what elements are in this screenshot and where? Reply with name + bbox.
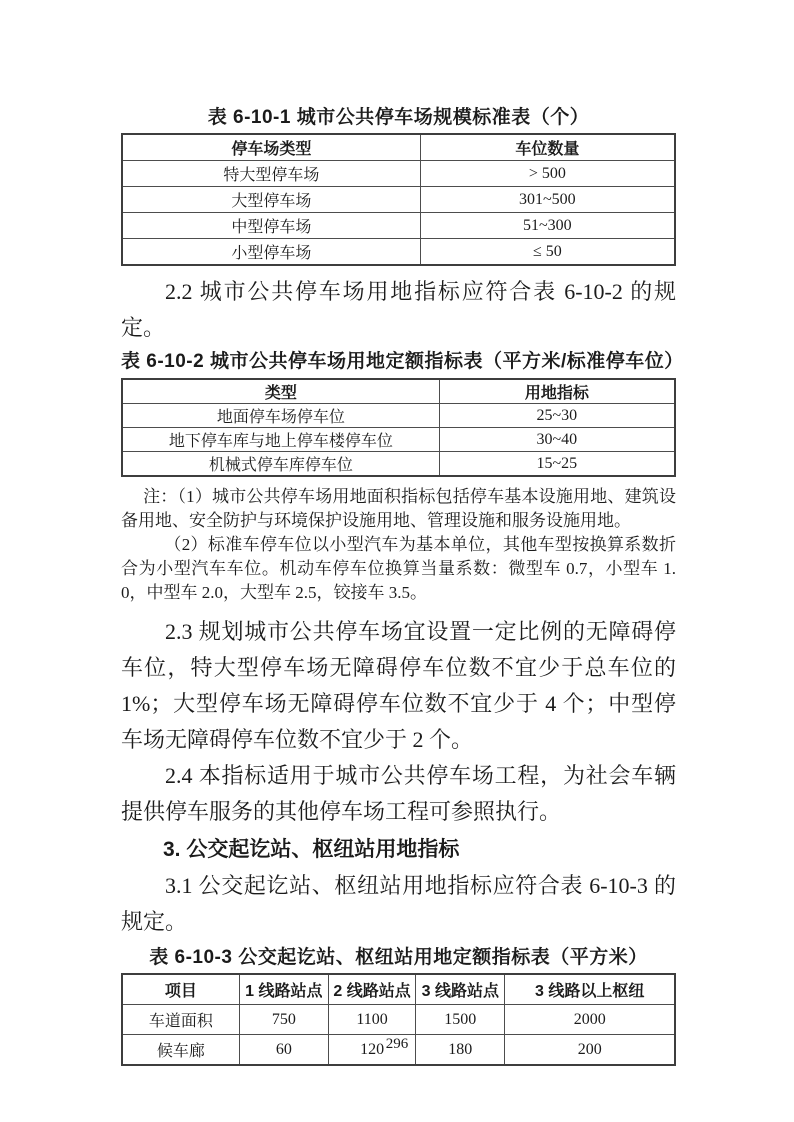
note-2: （2）标准车停车位以小型汽车为基本单位，其他车型按换算系数折合为小型汽车车位。机动车停车位换算当量系数：微型车 0.7，小型车 1.0，中型车 2.0，大型车 2.5，铰接车 3.5。 [121,535,676,602]
cell-value: 25~30 [439,404,675,428]
cell-value: 2000 [505,1005,675,1035]
table-row [122,1005,675,1035]
column-header: 用地指标 [439,379,675,404]
column-header: 车位数量 [420,134,675,161]
table-row [122,239,675,266]
page-number: 296 [385,1036,409,1052]
cell-type: 小型停车场 [122,239,420,266]
cell-type: 中型停车场 [122,213,420,239]
cell-value: 200 [505,1035,675,1066]
cell-value: 120 [328,1035,415,1066]
table-row [122,428,675,452]
table-6-10-2 [121,378,676,477]
cell-type: 机械式停车库停车位 [122,452,439,477]
paragraph-2-4: 2.4 本指标适用于城市公共停车场工程，为社会车辆提供停车服务的其他停车场工程可参照执行。 [121,763,676,824]
section-heading-3: 3. 公交起讫站、枢纽站用地指标 [163,838,460,861]
table-notes [121,485,676,605]
cell-value: 750 [239,1005,328,1035]
table-header-row [122,134,675,161]
table-header-row [122,379,675,404]
column-header: 项目 [122,974,239,1005]
cell-value: > 500 [420,161,675,187]
cell-type: 地面停车场停车位 [122,404,439,428]
cell-value: 1100 [328,1005,415,1035]
table-row [122,213,675,239]
cell-item: 候车廊 [122,1035,239,1066]
paragraph-3-1: 3.1 公交起讫站、枢纽站用地指标应符合表 6-10-3 的规定。 [121,873,676,934]
cell-type: 地下停车库与地上停车楼停车位 [122,428,439,452]
column-header: 停车场类型 [122,134,420,161]
column-header: 类型 [122,379,439,404]
table-row [122,161,675,187]
cell-value: 180 [416,1035,505,1066]
table-6-10-3-caption: 表 6-10-3 公交起讫站、枢纽站用地定额指标表（平方米） [149,947,648,968]
table-row [122,187,675,213]
paragraph-2-3: 2.3 规划城市公共停车场宜设置一定比例的无障碍停车位，特大型停车场无障碍停车位数不宜少于总车位的 1%；大型停车场无障碍停车位数不宜少于 4 个；中型停车场无障碍停车位数不宜少于 2 个。 [121,619,676,752]
cell-value: 30~40 [439,428,675,452]
table-row [122,452,675,477]
cell-type: 大型停车场 [122,187,420,213]
table-6-10-1 [121,133,676,266]
column-header: 3 线路以上枢纽 [505,974,675,1005]
note-1: 注：（1）城市公共停车场用地面积指标包括停车基本设施用地、建筑设备用地、安全防护与环境保护设施用地、管理设施和服务设施用地。 [121,487,676,530]
cell-type: 特大型停车场 [122,161,420,187]
column-header: 2 线路站点 [328,974,415,1005]
page-content [121,106,684,1066]
cell-value: ≤ 50 [420,239,675,266]
table-6-10-2-caption: 表 6-10-2 城市公共停车场用地定额指标表（平方米/标准停车位） [121,351,684,372]
cell-value: 301~500 [420,187,675,213]
cell-value: 15~25 [439,452,675,477]
column-header: 1 线路站点 [239,974,328,1005]
cell-value: 60 [239,1035,328,1066]
paragraph-2-2: 2.2 城市公共停车场用地指标应符合表 6-10-2 的规定。 [121,279,676,340]
cell-value: 51~300 [420,213,675,239]
cell-value: 1500 [416,1005,505,1035]
column-header: 3 线路站点 [416,974,505,1005]
table-header-row [122,974,675,1005]
table-6-10-1-caption: 表 6-10-1 城市公共停车场规模标准表（个） [207,107,590,128]
table-row [122,404,675,428]
cell-item: 车道面积 [122,1005,239,1035]
